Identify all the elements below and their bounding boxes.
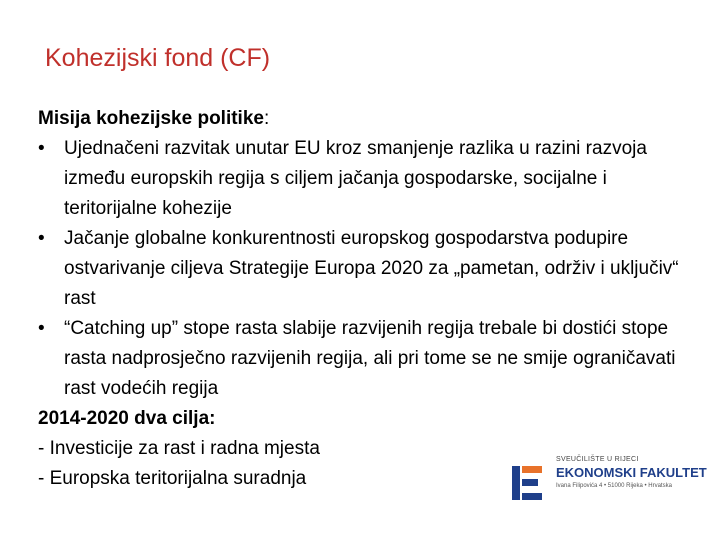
mission-line <box>38 104 698 134</box>
slide-body <box>38 104 698 494</box>
faculty-logo <box>512 452 707 506</box>
faculty-logo-text <box>556 456 707 489</box>
mission-colon: : <box>263 108 270 129</box>
university-name: SVEUČILIŠTE U RIJECI <box>556 456 639 463</box>
faculty-logo-mark-icon <box>512 466 542 500</box>
goal-item: - Investicije za rast i radna mjesta <box>38 438 320 459</box>
bullet-text: Jačanje globalne konkurentnosti europskog gospodarstva podupire ostvarivanje ciljeva Strategije Europa 2020 za „pametan, održiv i uključiv“ rast <box>64 228 679 309</box>
bullet-text: Ujednačeni razvitak unutar EU kroz smanjenje razlika u razini razvoja između europskih regija s ciljem jačanja gospodarske, socijalne i teritorijalne kohezije <box>64 138 647 219</box>
slide-title: Kohezijski fond (CF) <box>45 44 271 72</box>
faculty-name: EKONOMSKI FAKULTET <box>556 465 707 480</box>
bullet-item <box>38 314 698 404</box>
mission-heading: Misija kohezijske politike <box>38 108 264 129</box>
goals-heading: 2014-2020 dva cilja: <box>38 408 216 429</box>
bullet-dot: • <box>38 138 45 159</box>
bullet-dot: • <box>38 318 45 339</box>
bullet-dot: • <box>38 228 45 249</box>
faculty-address: Ivana Filipovića 4 • 51000 Rijeka • Hrvatska <box>556 483 672 489</box>
goal-item: - Europska teritorijalna suradnja <box>38 468 307 489</box>
bullet-item <box>38 224 698 314</box>
bullet-item <box>38 134 698 224</box>
bullet-text: “Catching up” stope rasta slabije razvijenih regija trebale bi dostići stope rasta nadprosječno razvijenih regija, ali pri tome se ne smije ograničavati rast vodećih regija <box>64 318 676 399</box>
